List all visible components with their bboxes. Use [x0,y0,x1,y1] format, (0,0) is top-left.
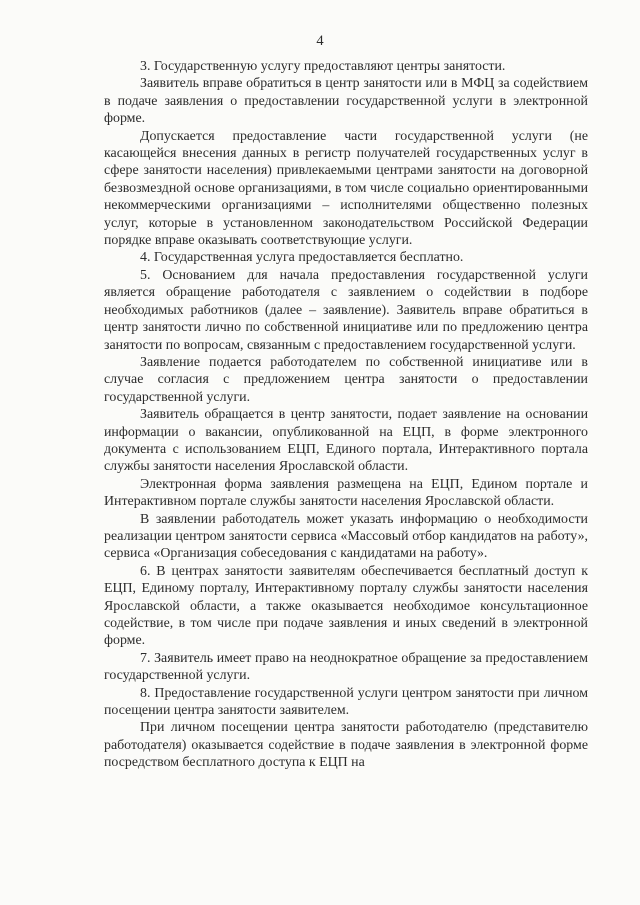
paragraph-7: 7. Заявитель имеет право на неоднократное обращение за предоставлением государственной услуги. [104,650,588,684]
paragraph-employer-services: В заявлении работодатель может указать информацию о необходимости реализации центром занятости сервиса «Массовый отбор кандидатов на работу», сервиса «Организация собеседования с кандидатами на работу». [104,511,588,562]
paragraph-applicant-submits: Заявитель обращается в центр занятости, подает заявление на основании информации о вакансии, опубликованной на ЕЦП, в форме электронного документа с использованием ЕЦП, Единого портала, Интерактивного портала службы занятости населения Ярославской области. [104,407,588,475]
paragraph-6: 6. В центрах занятости заявителям обеспечивается бесплатный доступ к ЕЦП, Единому порталу, Интерактивному порталу службы занятости населения Ярославской области, а также оказывается необходимое консультационное содействие, в том числе при подаче заявления и иных сведений в электронной форме. [104,563,588,649]
paragraph-3: 3. Государственную услугу предоставляют центры занятости. [140,59,506,74]
paragraph-application-initiative: Заявление подается работодателем по собственной инициативе или в случае согласия с предложением центра занятости о предоставлении государственной услуги. [104,354,588,405]
document-body [104,58,588,772]
paragraph-partial-service: Допускается предоставление части государственной услуги (не касающейся внесения данных в регистр получателей государственных услуг в сфере занятости населения) привлекаемыми центрами занятости на договорной безвозмездной основе организациями, в том числе социально ориентированными некоммерческими организациями – исполнителями общественно полезных услуг, которые в установленном законодательством Российской Федерации порядке вправе оказывать соответствующие услуги. [104,128,588,249]
paragraph-8: 8. Предоставление государственной услуги центром занятости при личном посещении центра занятости заявителем. [104,685,588,719]
paragraph-electronic-form: Электронная форма заявления размещена на ЕЦП, Едином портале и Интерактивном портале службы занятости населения Ярославской области. [104,476,588,510]
paragraph-applicant-mfc: Заявитель вправе обратиться в центр занятости или в МФЦ за содействием в подаче заявления о предоставлении государственной услуги в электронной форме. [104,76,588,127]
page-number: 4 [316,33,324,49]
paragraph-4: 4. Государственная услуга предоставляется бесплатно. [140,250,464,266]
paragraph-personal-visit: При личном посещении центра занятости работодателю (представителю работодателя) оказывается содействие в подаче заявления в электронной форме посредством бесплатного доступа к ЕЦП на [104,720,588,771]
paragraph-5: 5. Основанием для начала предоставления государственной услуги является обращение работодателя с заявлением о содействии в подборе необходимых работников (далее – заявление). Заявитель вправе обратиться в центр занятости лично по собственной инициативе или по предложению центра занятости по вопросам, связанным с предоставлением государственной услуги. [104,267,588,353]
